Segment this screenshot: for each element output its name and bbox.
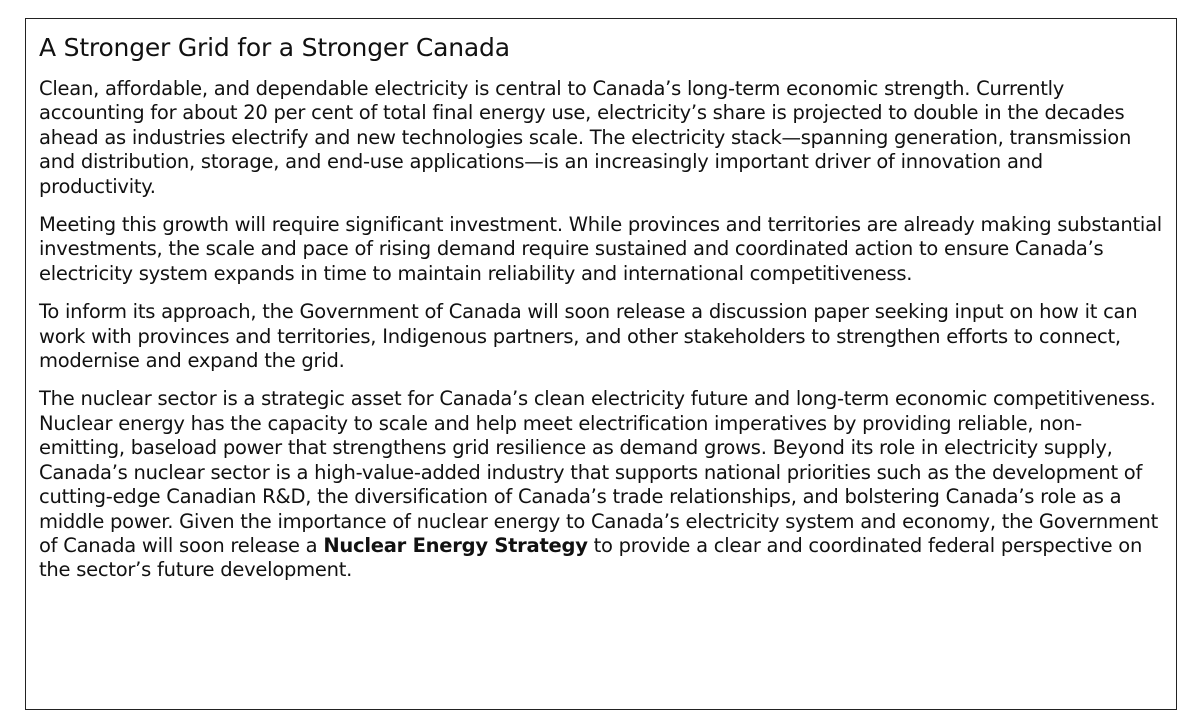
nuclear-text-before: The nuclear sector is a strategic asset for Canada’s clean electricity future and long-term economic competitiveness. Nuclear energy has the capacity to scale and help meet electrification imperatives by providing reliable, non-emitting, baseload power that strengthens grid resilience as demand grows. Beyond its role in electricity supply, Canada’s nuclear sector is a high-value-added industry that supports national priorities such as the development of cutting-edge Canadian R&D, the diversification of Canada’s trade relationships, and bolstering Canada’s role as a middle power. Given the importance of nuclear energy to Canada’s electricity system and economy, the Government of Canada will soon release a [39,387,1159,557]
nuclear-strategy-emphasis: Nuclear Energy Strategy [323,533,588,557]
text-box [25,18,1177,710]
paragraph-discussion-paper: To inform its approach, the Government of Canada will soon release a discussion paper seeking input on how it can work with provinces and territories, Indigenous partners, and other stakeholders to strengthen efforts to connect, modernise and expand the grid. [39,300,1138,373]
paragraph-investment: Meeting this growth will require significant investment. While provinces and territories are already making substantial investments, the scale and pace of rising demand require sustained and coordinated action to ensure Canada’s electricity system expands in time to maintain reliability and international competitiveness. [39,213,1162,285]
page-title: A Stronger Grid for a Stronger Canada [39,33,510,62]
nuclear-text-after: to provide a clear and coordinated federal perspective on the sector’s future development. [39,533,1143,582]
paragraph-nuclear [39,387,1164,582]
paragraph-electricity: Clean, affordable, and dependable electricity is central to Canada’s long-term economic strength. Currently accounting for about 20 per cent of total final energy use, electricity’s share is projected to double in the decades ahead as industries electrify and new technologies scale. The electricity stack—spanning generation, transmission and distribution, storage, and end-use applications—is an increasingly important driver of innovation and productivity. [39,77,1132,198]
